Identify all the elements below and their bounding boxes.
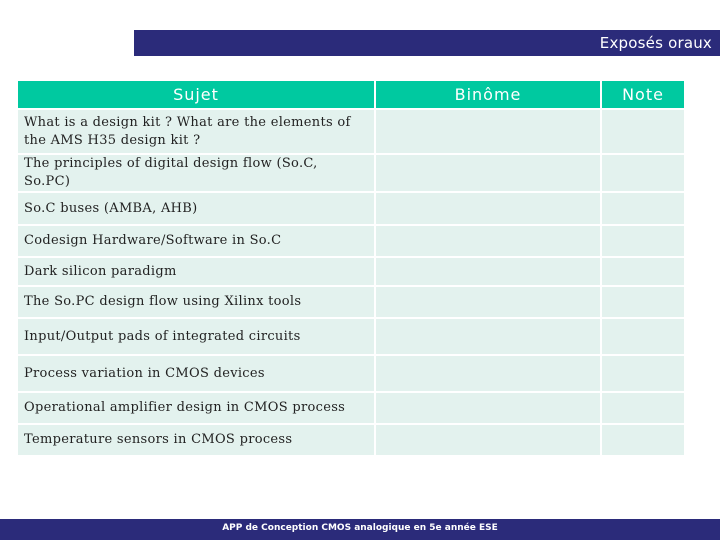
topic-cell: Process variation in CMOS devices: [18, 356, 374, 391]
topic-cell: So.C buses (AMBA, AHB): [18, 193, 374, 224]
footer-bar: [0, 519, 720, 540]
binome-cell[interactable]: [376, 155, 600, 191]
binome-cell[interactable]: [376, 258, 600, 285]
note-cell[interactable]: [602, 287, 684, 317]
binome-cell[interactable]: [376, 193, 600, 224]
table-row: [18, 110, 684, 153]
note-cell[interactable]: [602, 226, 684, 256]
table-row: [18, 155, 684, 191]
table-row: [18, 425, 684, 455]
note-cell[interactable]: [602, 193, 684, 224]
binome-cell[interactable]: [376, 226, 600, 256]
topic-cell: What is a design kit ? What are the elements of the AMS H35 design kit ?: [18, 110, 374, 153]
note-cell[interactable]: [602, 356, 684, 391]
binome-cell[interactable]: [376, 110, 600, 153]
table-row: [18, 193, 684, 224]
table-row: [18, 319, 684, 354]
column-header-sujet: Sujet: [18, 81, 374, 108]
topics-table: [16, 79, 686, 457]
binome-cell[interactable]: [376, 356, 600, 391]
topic-cell: The So.PC design flow using Xilinx tools: [18, 287, 374, 317]
table-row: [18, 258, 684, 285]
title-bar: [134, 30, 720, 56]
note-cell[interactable]: [602, 110, 684, 153]
binome-cell[interactable]: [376, 319, 600, 354]
binome-cell[interactable]: [376, 425, 600, 455]
topic-cell: The principles of digital design flow (So.C, So.PC): [18, 155, 374, 191]
column-header-note: Note: [602, 81, 684, 108]
note-cell[interactable]: [602, 425, 684, 455]
slide-title: Exposés oraux: [599, 34, 712, 52]
topic-cell: Codesign Hardware/Software in So.C: [18, 226, 374, 256]
table-row: [18, 393, 684, 423]
binome-cell[interactable]: [376, 393, 600, 423]
note-cell[interactable]: [602, 155, 684, 191]
note-cell[interactable]: [602, 258, 684, 285]
topic-cell: Dark silicon paradigm: [18, 258, 374, 285]
table-row: [18, 226, 684, 256]
column-header-binome: Binôme: [376, 81, 600, 108]
topic-cell: Input/Output pads of integrated circuits: [18, 319, 374, 354]
table-row: [18, 287, 684, 317]
topic-cell: Temperature sensors in CMOS process: [18, 425, 374, 455]
note-cell[interactable]: [602, 393, 684, 423]
binome-cell[interactable]: [376, 287, 600, 317]
table-header-row: [18, 81, 684, 108]
footer-text: APP de Conception CMOS analogique en 5e année ESE: [222, 523, 498, 533]
topic-cell: Operational amplifier design in CMOS process: [18, 393, 374, 423]
table-row: [18, 356, 684, 391]
note-cell[interactable]: [602, 319, 684, 354]
